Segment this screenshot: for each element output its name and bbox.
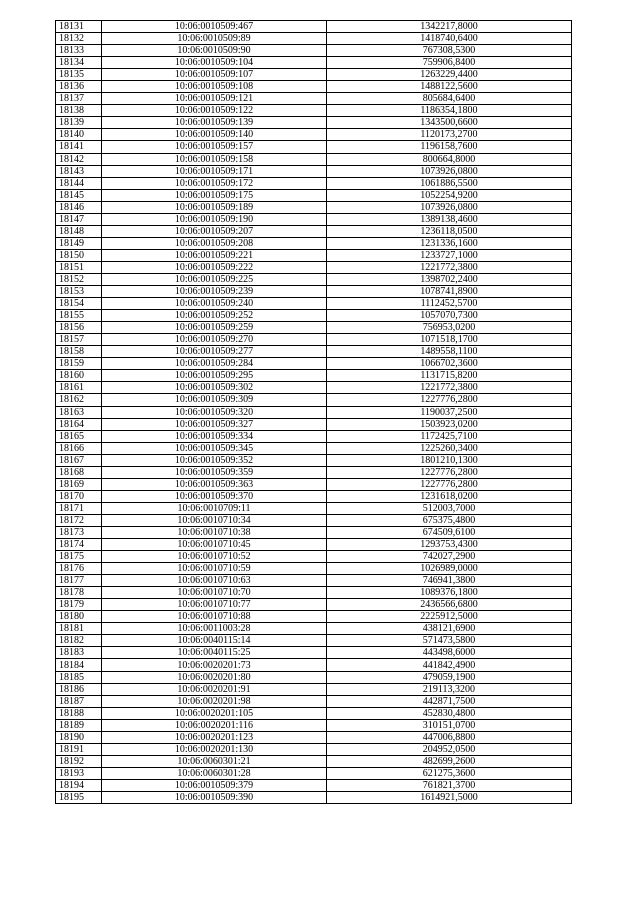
cadastral-number-cell: 10:06:0060301:28 — [102, 767, 327, 779]
cadastral-number-cell: 10:06:0010709:11 — [102, 502, 327, 514]
cadastral-number-cell: 10:06:0010509:157 — [102, 141, 327, 153]
value-cell: 1026989,0000 — [327, 563, 572, 575]
table-row — [56, 575, 572, 587]
table-row — [56, 418, 572, 430]
cadastral-number-cell: 10:06:0010509:259 — [102, 322, 327, 334]
table-row — [56, 478, 572, 490]
cadastral-number-cell: 10:06:0010710:38 — [102, 526, 327, 538]
row-number-cell: 18141 — [56, 141, 102, 153]
row-number-cell: 18153 — [56, 286, 102, 298]
table-row — [56, 286, 572, 298]
table-row — [56, 731, 572, 743]
value-cell: 1190037,2500 — [327, 406, 572, 418]
table-row — [56, 394, 572, 406]
row-number-cell: 18136 — [56, 81, 102, 93]
cadastral-number-cell: 10:06:0010710:34 — [102, 514, 327, 526]
row-number-cell: 18177 — [56, 575, 102, 587]
table-row — [56, 310, 572, 322]
cadastral-number-cell: 10:06:0010509:370 — [102, 490, 327, 502]
row-number-cell: 18143 — [56, 165, 102, 177]
row-number-cell: 18173 — [56, 526, 102, 538]
row-number-cell: 18180 — [56, 611, 102, 623]
value-cell: 1221772,3800 — [327, 261, 572, 273]
value-cell: 1342217,8000 — [327, 21, 572, 33]
data-table — [55, 20, 572, 804]
cadastral-number-cell: 10:06:0010509:252 — [102, 310, 327, 322]
cadastral-number-cell: 10:06:0010509:239 — [102, 286, 327, 298]
table-row — [56, 298, 572, 310]
cadastral-number-cell: 10:06:0020201:98 — [102, 695, 327, 707]
value-cell: 1061886,5500 — [327, 177, 572, 189]
value-cell: 805684,6400 — [327, 93, 572, 105]
row-number-cell: 18194 — [56, 779, 102, 791]
table-row — [56, 587, 572, 599]
table-row — [56, 129, 572, 141]
row-number-cell: 18159 — [56, 358, 102, 370]
table-row — [56, 599, 572, 611]
value-cell: 742027,2900 — [327, 551, 572, 563]
table-row — [56, 189, 572, 201]
row-number-cell: 18155 — [56, 310, 102, 322]
value-cell: 1293753,4300 — [327, 539, 572, 551]
row-number-cell: 18166 — [56, 442, 102, 454]
cadastral-number-cell: 10:06:0010509:352 — [102, 454, 327, 466]
value-cell: 621275,3600 — [327, 767, 572, 779]
value-cell: 1418740,6400 — [327, 33, 572, 45]
value-cell: 1489558,1100 — [327, 346, 572, 358]
table-row — [56, 225, 572, 237]
value-cell: 2225912,5000 — [327, 611, 572, 623]
row-number-cell: 18184 — [56, 659, 102, 671]
table-row — [56, 201, 572, 213]
row-number-cell: 18133 — [56, 45, 102, 57]
cadastral-number-cell: 10:06:0010509:302 — [102, 382, 327, 394]
row-number-cell: 18148 — [56, 225, 102, 237]
value-cell: 443498,6000 — [327, 647, 572, 659]
value-cell: 482699,2600 — [327, 755, 572, 767]
row-number-cell: 18187 — [56, 695, 102, 707]
row-number-cell: 18149 — [56, 237, 102, 249]
cadastral-number-cell: 10:06:0010509:222 — [102, 261, 327, 273]
value-cell: 1231618,0200 — [327, 490, 572, 502]
value-cell: 1221772,3800 — [327, 382, 572, 394]
value-cell: 1052254,9200 — [327, 189, 572, 201]
table-row — [56, 69, 572, 81]
cadastral-number-cell: 10:06:0010509:309 — [102, 394, 327, 406]
cadastral-number-cell: 10:06:0010710:52 — [102, 551, 327, 563]
row-number-cell: 18175 — [56, 551, 102, 563]
table-row — [56, 442, 572, 454]
value-cell: 1112452,5700 — [327, 298, 572, 310]
value-cell: 219113,3200 — [327, 683, 572, 695]
cadastral-number-cell: 10:06:0020201:91 — [102, 683, 327, 695]
table-row — [56, 165, 572, 177]
value-cell: 204952,0500 — [327, 743, 572, 755]
row-number-cell: 18147 — [56, 213, 102, 225]
row-number-cell: 18142 — [56, 153, 102, 165]
cadastral-number-cell: 10:06:0020201:80 — [102, 671, 327, 683]
row-number-cell: 18193 — [56, 767, 102, 779]
table-row — [56, 334, 572, 346]
cadastral-number-cell: 10:06:0010509:175 — [102, 189, 327, 201]
row-number-cell: 18190 — [56, 731, 102, 743]
cadastral-number-cell: 10:06:0010509:140 — [102, 129, 327, 141]
value-cell: 1236118,0500 — [327, 225, 572, 237]
value-cell: 1131715,8200 — [327, 370, 572, 382]
row-number-cell: 18140 — [56, 129, 102, 141]
cadastral-number-cell: 10:06:0010509:121 — [102, 93, 327, 105]
cadastral-number-cell: 10:06:0010710:63 — [102, 575, 327, 587]
value-cell: 1073926,0800 — [327, 165, 572, 177]
row-number-cell: 18131 — [56, 21, 102, 33]
row-number-cell: 18176 — [56, 563, 102, 575]
cadastral-number-cell: 10:06:0040115:14 — [102, 635, 327, 647]
row-number-cell: 18168 — [56, 466, 102, 478]
cadastral-number-cell: 10:06:0010509:379 — [102, 779, 327, 791]
value-cell: 1231336,1600 — [327, 237, 572, 249]
row-number-cell: 18160 — [56, 370, 102, 382]
cadastral-number-cell: 10:06:0010509:284 — [102, 358, 327, 370]
row-number-cell: 18171 — [56, 502, 102, 514]
value-cell: 1801210,1300 — [327, 454, 572, 466]
row-number-cell: 18178 — [56, 587, 102, 599]
value-cell: 1503923,0200 — [327, 418, 572, 430]
table-row — [56, 502, 572, 514]
value-cell: 800664,8000 — [327, 153, 572, 165]
row-number-cell: 18150 — [56, 249, 102, 261]
cadastral-number-cell: 10:06:0020201:105 — [102, 707, 327, 719]
row-number-cell: 18191 — [56, 743, 102, 755]
row-number-cell: 18169 — [56, 478, 102, 490]
table-row — [56, 526, 572, 538]
table-row — [56, 430, 572, 442]
row-number-cell: 18154 — [56, 298, 102, 310]
cadastral-number-cell: 10:06:0010509:270 — [102, 334, 327, 346]
cadastral-number-cell: 10:06:0010509:190 — [102, 213, 327, 225]
table-row — [56, 346, 572, 358]
row-number-cell: 18182 — [56, 635, 102, 647]
value-cell: 1089376,1800 — [327, 587, 572, 599]
cadastral-number-cell: 10:06:0060301:21 — [102, 755, 327, 767]
value-cell: 1186354,1800 — [327, 105, 572, 117]
table-row — [56, 611, 572, 623]
row-number-cell: 18195 — [56, 792, 102, 804]
cadastral-number-cell: 10:06:0010509:240 — [102, 298, 327, 310]
table-row — [56, 695, 572, 707]
cadastral-number-cell: 10:06:0010710:88 — [102, 611, 327, 623]
table-row — [56, 117, 572, 129]
cadastral-number-cell: 10:06:0010710:45 — [102, 539, 327, 551]
row-number-cell: 18134 — [56, 57, 102, 69]
cadastral-number-cell: 10:06:0010509:171 — [102, 165, 327, 177]
row-number-cell: 18144 — [56, 177, 102, 189]
table-row — [56, 261, 572, 273]
row-number-cell: 18170 — [56, 490, 102, 502]
cadastral-number-cell: 10:06:0010509:345 — [102, 442, 327, 454]
row-number-cell: 18138 — [56, 105, 102, 117]
cadastral-number-cell: 10:06:0010710:59 — [102, 563, 327, 575]
value-cell: 1398702,2400 — [327, 273, 572, 285]
cadastral-number-cell: 10:06:0010509:334 — [102, 430, 327, 442]
cadastral-number-cell: 10:06:0010509:122 — [102, 105, 327, 117]
value-cell: 1225260,3400 — [327, 442, 572, 454]
row-number-cell: 18156 — [56, 322, 102, 334]
table-row — [56, 792, 572, 804]
value-cell: 512003,7000 — [327, 502, 572, 514]
value-cell: 1227776,2800 — [327, 394, 572, 406]
row-number-cell: 18146 — [56, 201, 102, 213]
cadastral-number-cell: 10:06:0010509:104 — [102, 57, 327, 69]
table-row — [56, 213, 572, 225]
table-row — [56, 370, 572, 382]
row-number-cell: 18152 — [56, 273, 102, 285]
value-cell: 310151,0700 — [327, 719, 572, 731]
value-cell: 1227776,2800 — [327, 478, 572, 490]
table-row — [56, 454, 572, 466]
cadastral-number-cell: 10:06:0020201:130 — [102, 743, 327, 755]
table-row — [56, 767, 572, 779]
value-cell: 759906,8400 — [327, 57, 572, 69]
value-cell: 1196158,7600 — [327, 141, 572, 153]
cadastral-number-cell: 10:06:0010710:77 — [102, 599, 327, 611]
value-cell: 1073926,0800 — [327, 201, 572, 213]
table-row — [56, 779, 572, 791]
cadastral-number-cell: 10:06:0010509:90 — [102, 45, 327, 57]
table-row — [56, 358, 572, 370]
cadastral-number-cell: 10:06:0010509:107 — [102, 69, 327, 81]
value-cell: 1233727,1000 — [327, 249, 572, 261]
table-row — [56, 755, 572, 767]
table-row — [56, 153, 572, 165]
value-cell: 452830,4800 — [327, 707, 572, 719]
cadastral-number-cell: 10:06:0010509:467 — [102, 21, 327, 33]
cadastral-number-cell: 10:06:0010509:172 — [102, 177, 327, 189]
table-row — [56, 707, 572, 719]
table-row — [56, 539, 572, 551]
row-number-cell: 18157 — [56, 334, 102, 346]
value-cell: 1172425,7100 — [327, 430, 572, 442]
table-row — [56, 322, 572, 334]
row-number-cell: 18158 — [56, 346, 102, 358]
table-row — [56, 93, 572, 105]
value-cell: 1389138,4600 — [327, 213, 572, 225]
table-row — [56, 45, 572, 57]
value-cell: 479059,1900 — [327, 671, 572, 683]
table-row — [56, 551, 572, 563]
value-cell: 571473,5800 — [327, 635, 572, 647]
row-number-cell: 18183 — [56, 647, 102, 659]
cadastral-number-cell: 10:06:0010509:390 — [102, 792, 327, 804]
cadastral-number-cell: 10:06:0010509:158 — [102, 153, 327, 165]
row-number-cell: 18174 — [56, 539, 102, 551]
table-row — [56, 81, 572, 93]
value-cell: 1614921,5000 — [327, 792, 572, 804]
value-cell: 1227776,2800 — [327, 466, 572, 478]
row-number-cell: 18167 — [56, 454, 102, 466]
row-number-cell: 18135 — [56, 69, 102, 81]
value-cell: 1057070,7300 — [327, 310, 572, 322]
table-row — [56, 683, 572, 695]
value-cell: 674509,6100 — [327, 526, 572, 538]
value-cell: 1120173,2700 — [327, 129, 572, 141]
table-row — [56, 514, 572, 526]
cadastral-number-cell: 10:06:0040115:25 — [102, 647, 327, 659]
cadastral-number-cell: 10:06:0010509:89 — [102, 33, 327, 45]
table-row — [56, 21, 572, 33]
cadastral-number-cell: 10:06:0020201:73 — [102, 659, 327, 671]
value-cell: 447006,8800 — [327, 731, 572, 743]
table-row — [56, 563, 572, 575]
table-row — [56, 33, 572, 45]
table-body — [56, 21, 572, 804]
row-number-cell: 18162 — [56, 394, 102, 406]
table-row — [56, 647, 572, 659]
row-number-cell: 18172 — [56, 514, 102, 526]
value-cell: 746941,3800 — [327, 575, 572, 587]
cadastral-number-cell: 10:06:0010509:207 — [102, 225, 327, 237]
cadastral-number-cell: 10:06:0010509:277 — [102, 346, 327, 358]
table-row — [56, 490, 572, 502]
value-cell: 761821,3700 — [327, 779, 572, 791]
table-row — [56, 406, 572, 418]
cadastral-number-cell: 10:06:0010509:221 — [102, 249, 327, 261]
cadastral-number-cell: 10:06:0010509:320 — [102, 406, 327, 418]
table-row — [56, 623, 572, 635]
value-cell: 767308,5300 — [327, 45, 572, 57]
row-number-cell: 18132 — [56, 33, 102, 45]
value-cell: 1071518,1700 — [327, 334, 572, 346]
table-row — [56, 671, 572, 683]
row-number-cell: 18192 — [56, 755, 102, 767]
table-row — [56, 57, 572, 69]
cadastral-number-cell: 10:06:0020201:116 — [102, 719, 327, 731]
value-cell: 442871,7500 — [327, 695, 572, 707]
cadastral-number-cell: 10:06:0010509:363 — [102, 478, 327, 490]
value-cell: 1263229,4400 — [327, 69, 572, 81]
table-row — [56, 382, 572, 394]
cadastral-number-cell: 10:06:0010509:225 — [102, 273, 327, 285]
cadastral-number-cell: 10:06:0010509:295 — [102, 370, 327, 382]
cadastral-number-cell: 10:06:0020201:123 — [102, 731, 327, 743]
value-cell: 1343500,6600 — [327, 117, 572, 129]
row-number-cell: 18163 — [56, 406, 102, 418]
table-row — [56, 743, 572, 755]
table-row — [56, 466, 572, 478]
cadastral-number-cell: 10:06:0010509:208 — [102, 237, 327, 249]
value-cell: 675375,4800 — [327, 514, 572, 526]
row-number-cell: 18137 — [56, 93, 102, 105]
cadastral-number-cell: 10:06:0010509:108 — [102, 81, 327, 93]
table-row — [56, 141, 572, 153]
row-number-cell: 18188 — [56, 707, 102, 719]
cadastral-number-cell: 10:06:0011003:28 — [102, 623, 327, 635]
table-row — [56, 237, 572, 249]
row-number-cell: 18164 — [56, 418, 102, 430]
row-number-cell: 18165 — [56, 430, 102, 442]
value-cell: 1488122,5600 — [327, 81, 572, 93]
value-cell: 756953,0200 — [327, 322, 572, 334]
table-row — [56, 249, 572, 261]
value-cell: 441842,4900 — [327, 659, 572, 671]
row-number-cell: 18145 — [56, 189, 102, 201]
cadastral-number-cell: 10:06:0010509:359 — [102, 466, 327, 478]
row-number-cell: 18181 — [56, 623, 102, 635]
table-row — [56, 177, 572, 189]
row-number-cell: 18189 — [56, 719, 102, 731]
cadastral-number-cell: 10:06:0010509:139 — [102, 117, 327, 129]
cadastral-number-cell: 10:06:0010509:189 — [102, 201, 327, 213]
value-cell: 1066702,3600 — [327, 358, 572, 370]
row-number-cell: 18186 — [56, 683, 102, 695]
table-row — [56, 659, 572, 671]
row-number-cell: 18185 — [56, 671, 102, 683]
table-row — [56, 635, 572, 647]
value-cell: 1078741,8900 — [327, 286, 572, 298]
table-row — [56, 719, 572, 731]
row-number-cell: 18179 — [56, 599, 102, 611]
row-number-cell: 18139 — [56, 117, 102, 129]
cadastral-number-cell: 10:06:0010509:327 — [102, 418, 327, 430]
row-number-cell: 18161 — [56, 382, 102, 394]
table-row — [56, 105, 572, 117]
value-cell: 438121,6900 — [327, 623, 572, 635]
table-row — [56, 273, 572, 285]
row-number-cell: 18151 — [56, 261, 102, 273]
value-cell: 2436566,6800 — [327, 599, 572, 611]
cadastral-number-cell: 10:06:0010710:70 — [102, 587, 327, 599]
